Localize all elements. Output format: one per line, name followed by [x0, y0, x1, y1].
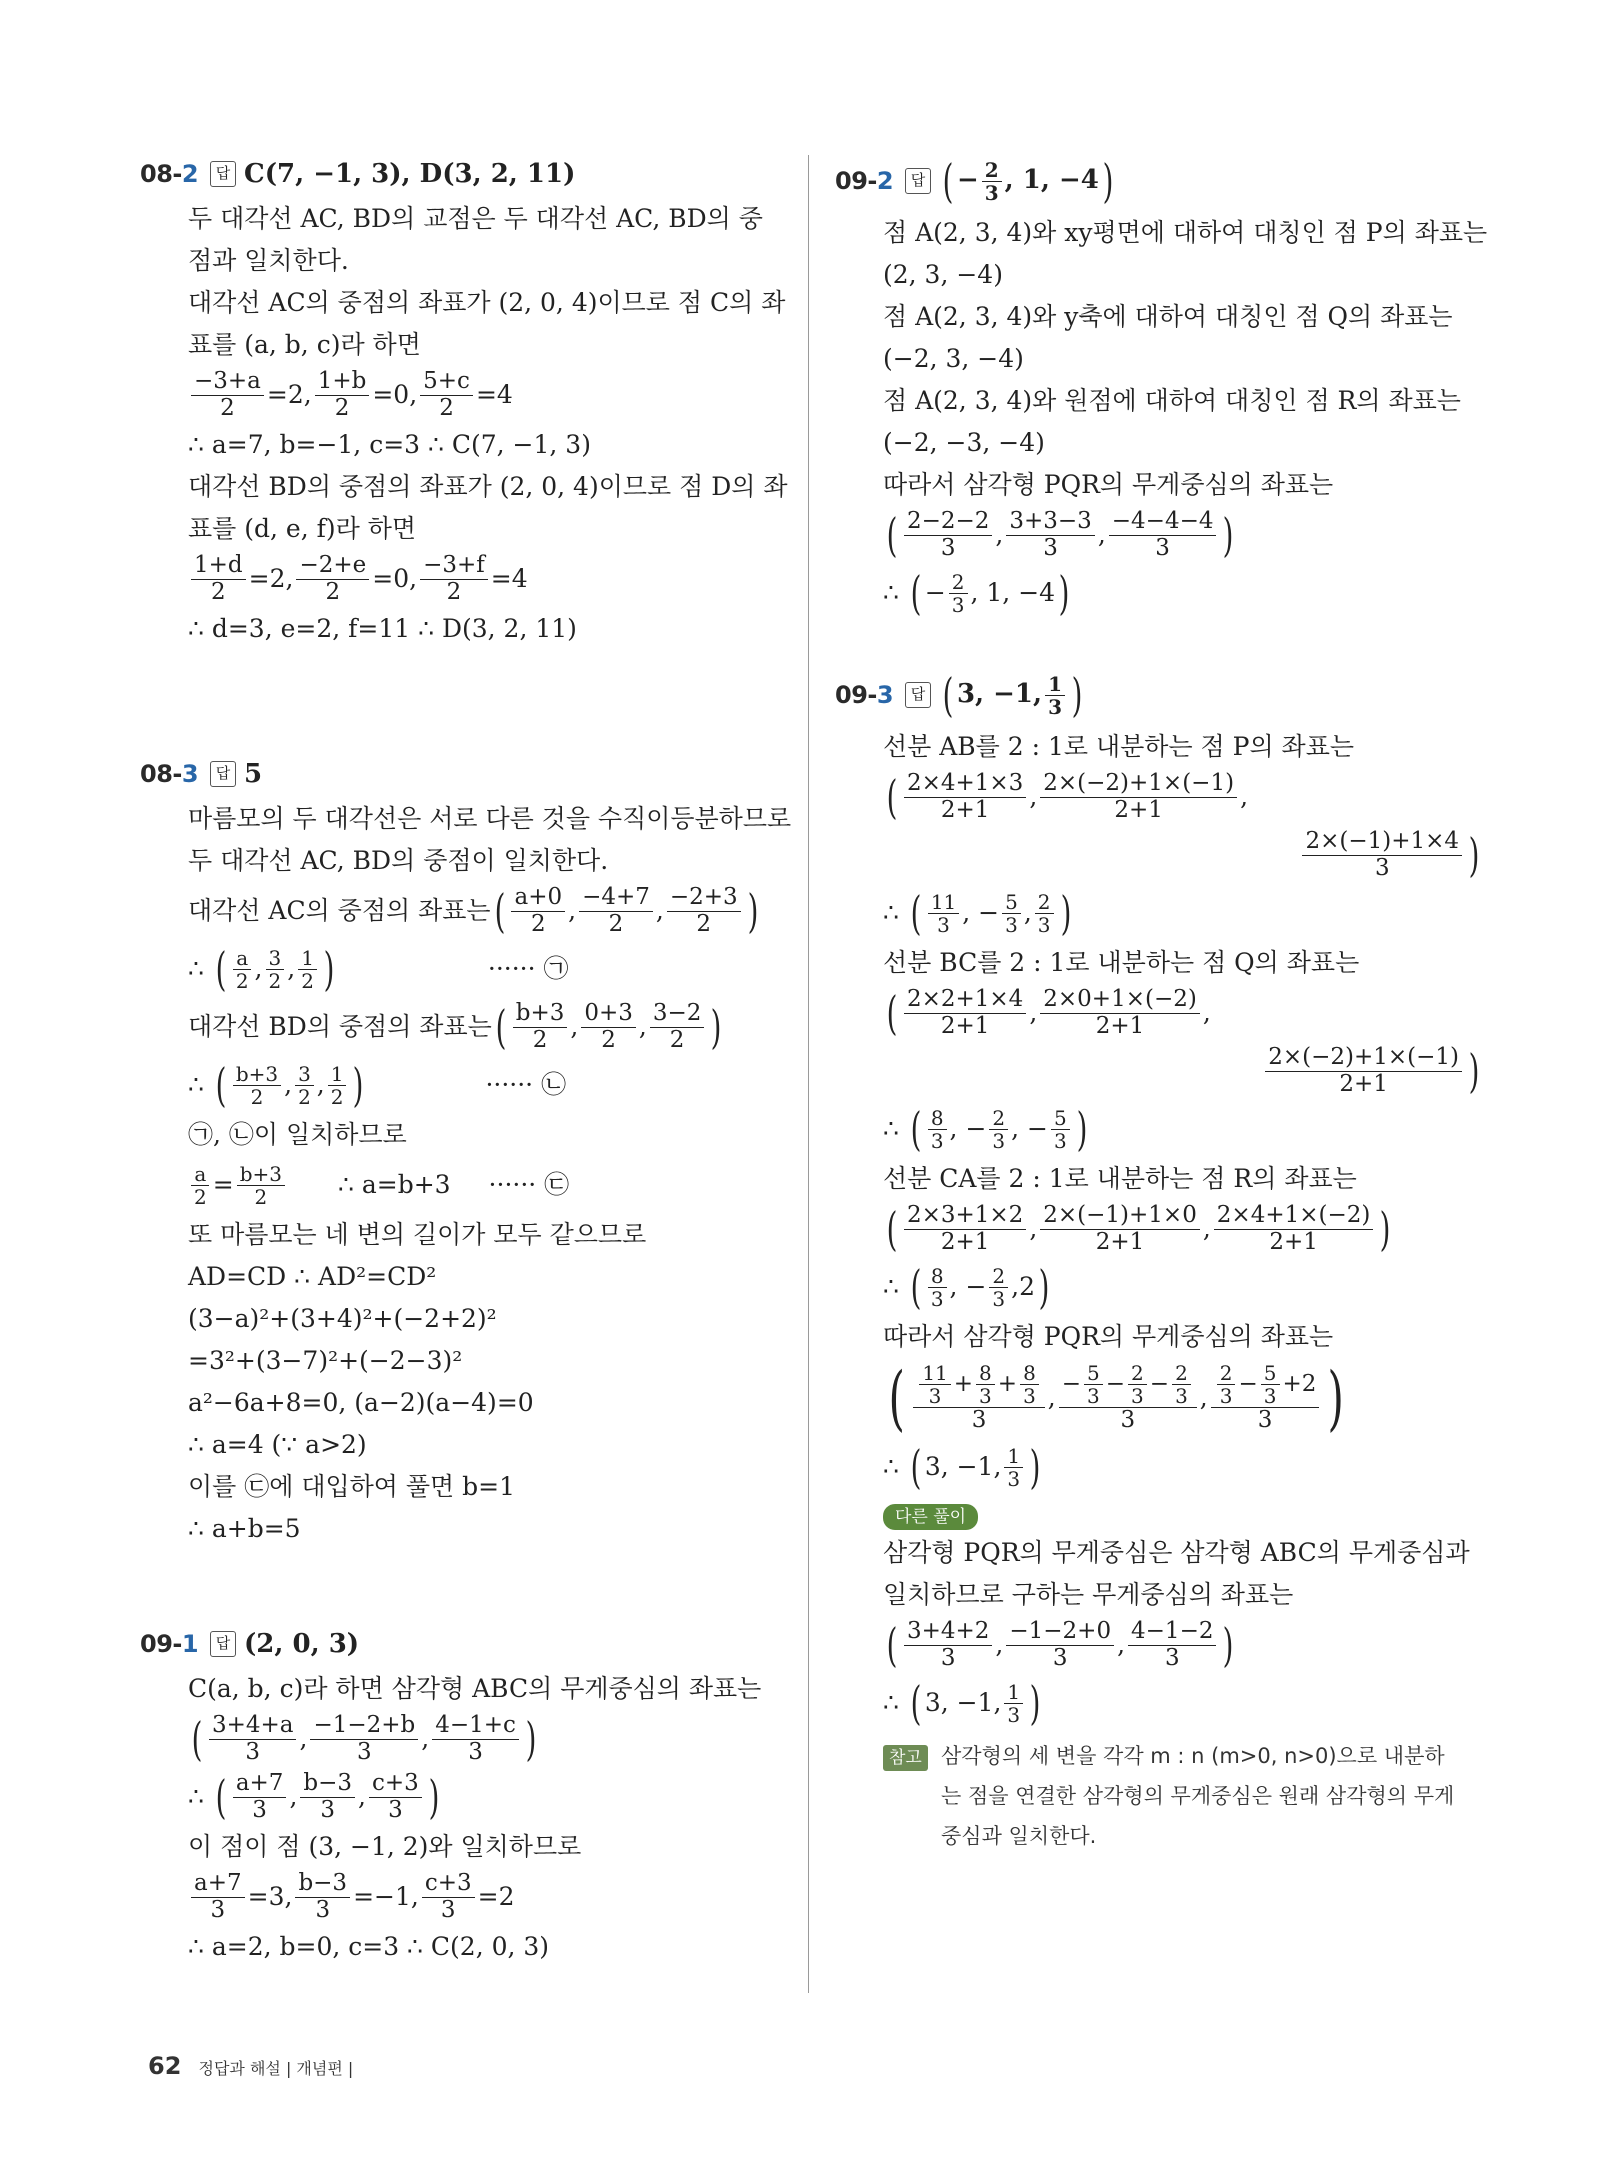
equation: ( $\frac{2\times 3+1\times 2}{2+1}$ , $\frac{2\times(-1)+1\times 0}{2+1}$ , $\frac{2\times 4+1\times(-2)}{2+1}$ ): [886, 1202, 1391, 1256]
answer-text: 5: [244, 759, 263, 789]
fraction: $\frac{4-1+c}{3}$: [432, 1713, 519, 1765]
line: 선분 BC를 2 : 1로 내분하는 점 Q의 좌표는: [883, 948, 1360, 977]
solution-body: [188, 198, 788, 650]
line: 두 대각선 AC, BD의 교점은 두 대각선 AC, BD의 중: [188, 204, 763, 233]
fraction: $\frac{2}{3}$: [1035, 891, 1054, 936]
fraction: $\frac{2\times(-2)+1\times(-1)}{2+1}$: [1040, 771, 1237, 823]
line: 또 마름모는 네 변의 길이가 모두 같으므로: [188, 1220, 647, 1249]
left-column: [140, 150, 792, 1968]
equation: ∴ ( $\frac{a}{2}$ , $\frac{3}{2}$ , $\frac{1}{2}$ ) ······ ㉠: [188, 942, 569, 996]
fraction: $\frac{5+c}{2}$: [420, 369, 473, 421]
answer-text: C(7, −1, 3), D(3, 2, 11): [244, 159, 576, 189]
equation: $\frac{2\times(-1)+1\times 4}{3}$ ): [883, 826, 1483, 884]
equation: ∴ ( 3, −1, $\frac{1}{3}$ ): [883, 1440, 1041, 1494]
line: ㉠, ㉡이 일치하므로: [188, 1120, 407, 1149]
line: 선분 AB를 2 : 1로 내분하는 점 P의 좌표는: [883, 732, 1355, 761]
equation: $\frac{a}{2}$ = $\frac{b+3}{2}$ ∴ a=b+3 ······ ㉢: [188, 1156, 778, 1214]
fraction: $\frac{5}{3}$: [1051, 1107, 1070, 1152]
line: (2, 3, −4): [883, 260, 1003, 289]
equation: ∴ ( $\frac{11}{3}$ , − $\frac{5}{3}$ , $\frac{2}{3}$ ): [883, 886, 1071, 940]
line: a²−6a+8=0, (a−2)(a−4)=0: [188, 1388, 534, 1417]
fraction: $\frac{2}{3}$: [989, 1265, 1008, 1310]
line: (−2, 3, −4): [883, 344, 1024, 373]
equation: ∴ ( 3, −1, $\frac{1}{3}$ ): [883, 1676, 1041, 1730]
fraction: $\frac{3+3-3}{3}$: [1006, 509, 1094, 561]
solution-body: [188, 1668, 778, 1968]
equation: ∴ ( $\frac{b+3}{2}$ , $\frac{3}{2}$ , $\frac{1}{2}$ ) ······ ㉡: [188, 1058, 567, 1112]
line: AD=CD ∴ AD²=CD²: [188, 1262, 437, 1291]
equation: $\frac{2\times(-2)+1\times(-1)}{2+1}$ ): [883, 1042, 1483, 1100]
fraction: $\frac{b-3}{3}$: [295, 1871, 350, 1923]
equation: 대각선 AC의 중점의 좌표는 ( $\frac{a+0}{2}$ , $\frac{-4+7}{2}$ , $\frac{-2+3}{2}$ ): [188, 884, 759, 938]
equation: ( $\frac{2-2-2}{3}$ , $\frac{3+3-3}{3}$ , $\frac{-4-4-4}{3}$ ): [886, 508, 1234, 562]
fraction: $\frac{1+b}{2}$: [315, 369, 370, 421]
fraction: $\frac{0+3}{2}$: [581, 1001, 636, 1053]
fraction: $\frac{2\times(-1)+1\times 4}{3}$: [1302, 829, 1462, 881]
fraction: $\frac{2\times 0+1\times(-2)}{2+1}$: [1040, 987, 1200, 1039]
equation: 대각선 BD의 중점의 좌표는 ( $\frac{b+3}{2}$ , $\frac{0+3}{2}$ , $\frac{3-2}{2}$ ): [188, 1000, 722, 1054]
equation: $\frac{1+d}{2}$ =2, $\frac{-2+e}{2}$ =0, $\frac{-3+f}{2}$ =4: [188, 550, 778, 608]
fraction: $\frac{1+d}{2}$: [191, 553, 246, 605]
page-footer: [148, 2052, 353, 2080]
fraction: $\frac{b+3}{2}$: [237, 1163, 285, 1208]
note-badge: 참고: [883, 1745, 928, 1771]
answer-mark: 답: [210, 161, 236, 187]
answer-mark: 답: [905, 682, 931, 708]
fraction: $\frac{3+4+a}{3}$: [209, 1713, 297, 1765]
fraction: $\frac{3-2}{2}$: [650, 1001, 705, 1053]
problem-number: 09-2: [835, 167, 894, 195]
fraction: $\frac{-2+3}{2}$: [667, 885, 741, 937]
fraction: $\frac{1}{2}$: [328, 1063, 347, 1108]
note-line: 중심과 일치한다.: [941, 1824, 1097, 1848]
answer-text: ( 3, −1, $\frac{1}{3}$ ): [942, 668, 1083, 722]
problem-number: 08-2: [140, 160, 199, 188]
footer-text: 정답과 해설 | 개념편 |: [198, 2059, 354, 2078]
problem-header: [835, 664, 1483, 726]
fraction: $\frac{-1-2+0}{3}$: [1006, 1619, 1114, 1671]
line: 일치하므로 구하는 무게중심의 좌표는: [883, 1580, 1294, 1609]
equation: ( $\frac{3+4+2}{3}$ , $\frac{-1-2+0}{3}$ , $\frac{4-1-2}{3}$ ): [886, 1618, 1234, 1672]
fraction: $\frac{3+4+2}{3}$: [904, 1619, 992, 1671]
equation: ∴ ( $\frac{a+7}{3}$ , $\frac{b-3}{3}$ , $\frac{c+3}{3}$ ): [188, 1770, 440, 1824]
problem-header: [140, 1620, 778, 1668]
fraction: $\frac{2\times(-2)+1\times(-1)}{2+1}$: [1265, 1045, 1462, 1097]
line: ∴ a+b=5: [188, 1514, 301, 1543]
equation: ( $\frac{3+4+a}{3}$ , $\frac{-1-2+b}{3}$ , $\frac{4-1+c}{3}$ ): [191, 1712, 537, 1766]
alt-solution-badge: 다른 풀이: [883, 1504, 978, 1530]
line: 표를 (a, b, c)라 하면: [188, 330, 421, 359]
problem-header: [835, 150, 1483, 212]
problem-number: 08-3: [140, 760, 199, 788]
fraction: $\frac{3}{2}$: [266, 947, 285, 992]
fraction: $\frac{1}{3}$: [1004, 1681, 1023, 1726]
fraction: $\frac{-4-4-4}{3}$: [1109, 509, 1217, 561]
fraction: $\frac{2\times 2+1\times 4}{2+1}$: [904, 987, 1026, 1039]
fraction: $\frac{b-3}{3}$: [300, 1771, 355, 1823]
line: 마름모의 두 대각선은 서로 다른 것을 수직이등분하므로: [188, 804, 792, 833]
right-column: [835, 150, 1488, 1856]
note-line: 는 점을 연결한 삼각형의 무게중심은 원래 삼각형의 무게: [941, 1784, 1455, 1808]
fraction: $\frac{2\times 3+1\times 2}{2+1}$: [904, 1203, 1026, 1255]
fraction: $\frac{4-1-2}{3}$: [1128, 1619, 1216, 1671]
fraction: $\frac{a+7}{3}$: [191, 1871, 245, 1923]
line: 점과 일치한다.: [188, 246, 349, 275]
equation: ∴ ( $\frac{8}{3}$ , − $\frac{2}{3}$ , 2 ): [883, 1260, 1050, 1314]
note-block: [883, 1736, 1483, 1856]
line: 선분 CA를 2 : 1로 내분하는 점 R의 좌표는: [883, 1164, 1357, 1193]
fraction: $\frac{c+3}{3}$: [422, 1871, 475, 1923]
fraction: $\frac{3}{2}$: [295, 1063, 314, 1108]
fraction: $\frac{2-2-2}{3}$: [904, 509, 992, 561]
fraction: $\frac{-3+f}{2}$: [420, 553, 488, 605]
fraction: $\frac{2}{3}$: [949, 571, 968, 616]
equation: ( $\frac{2\times 4+1\times 3}{2+1}$ , $\frac{2\times(-2)+1\times(-1)}{2+1}$ ,: [886, 770, 1249, 824]
fraction: $\frac{a+7}{3}$: [233, 1771, 287, 1823]
equation: $\frac{a+7}{3}$ =3, $\frac{b-3}{3}$ =−1, $\frac{c+3}{3}$ =2: [188, 1868, 778, 1926]
fraction: $\frac{-4+7}{2}$: [579, 885, 653, 937]
fraction: $\frac{-3+a}{2}$: [191, 369, 264, 421]
equation: ( $\frac{2\times 2+1\times 4}{2+1}$ , $\frac{2\times 0+1\times(-2)}{2+1}$ ,: [886, 986, 1211, 1040]
line: ∴ d=3, e=2, f=11 ∴ D(3, 2, 11): [188, 614, 577, 643]
line: C(a, b, c)라 하면 삼각형 ABC의 무게중심의 좌표는: [188, 1674, 762, 1703]
equation: $\frac{-3+a}{2}$ =2, $\frac{1+b}{2}$ =0, $\frac{5+c}{2}$ =4: [188, 366, 778, 424]
solution-body: [883, 726, 1483, 1856]
answer-text: ( − $\frac{2}{3}$ , 1, −4): [942, 154, 1114, 208]
line: (3−a)²+(3+4)²+(−2+2)²: [188, 1304, 497, 1333]
fraction: $\frac{2}{3}$ − $\frac{5}{3}$ + 2 3: [1211, 1362, 1320, 1433]
problem-header: [140, 150, 778, 198]
problem-09-1: [140, 1620, 778, 1968]
equation: ( $\frac{11}{3}$ + $\frac{8}{3}$ + $\frac{8}{3}$ 3 , − $\frac{5}{3}$ − $\frac{2}{3}$ − $\frac{2}{3}$ 3 , $\frac{2}{3}$ − $\frac{5}{3}$ + 2 3 ): [888, 1357, 1345, 1439]
equation: ∴ ( $\frac{8}{3}$ , − $\frac{2}{3}$ , − $\frac{5}{3}$ ): [883, 1102, 1088, 1156]
note-line: 삼각형의 세 변을 각각 m : n (m>0, n>0)으로 내분하: [941, 1744, 1445, 1768]
solution-body: [883, 212, 1488, 622]
fraction: $\frac{8}{3}$: [928, 1107, 947, 1152]
fraction: $\frac{2}{3}$: [989, 1107, 1008, 1152]
fraction: $\frac{2\times 4+1\times 3}{2+1}$: [904, 771, 1026, 823]
fraction: $\frac{c+3}{3}$: [369, 1771, 422, 1823]
page-number: 62: [148, 2052, 182, 2080]
alt-solution-row: [883, 1496, 1483, 1532]
line: 대각선 BD의 중점의 좌표가 (2, 0, 4)이므로 점 D의 좌: [188, 472, 788, 501]
line: 이 점이 점 (3, −1, 2)와 일치하므로: [188, 1832, 582, 1861]
fraction: $\frac{5}{3}$: [1002, 891, 1021, 936]
fraction: $\frac{-2+e}{2}$: [296, 553, 369, 605]
fraction: − $\frac{5}{3}$ − $\frac{2}{3}$ − $\frac{2}{3}$ 3: [1059, 1362, 1197, 1433]
fraction: $\frac{1}{2}$: [298, 947, 317, 992]
line: 두 대각선 AC, BD의 중점이 일치한다.: [188, 846, 609, 875]
fraction: $\frac{b+3}{2}$: [233, 1063, 281, 1108]
solution-body: [188, 798, 792, 1550]
problem-number: 09-1: [140, 1630, 199, 1658]
line: 삼각형 PQR의 무게중심은 삼각형 ABC의 무게중심과: [883, 1538, 1470, 1567]
answer-mark: 답: [905, 168, 931, 194]
line: 이를 ㉢에 대입하여 풀면 b=1: [188, 1472, 515, 1501]
answer-mark: 답: [210, 1631, 236, 1657]
line: 따라서 삼각형 PQR의 무게중심의 좌표는: [883, 470, 1334, 499]
equation: ∴ ( − $\frac{2}{3}$ , 1, −4 ): [883, 566, 1070, 620]
column-divider: [808, 155, 809, 1993]
problem-09-2: [835, 150, 1488, 622]
fraction: $\frac{8}{3}$: [928, 1265, 947, 1310]
line: (−2, −3, −4): [883, 428, 1045, 457]
line: 따라서 삼각형 PQR의 무게중심의 좌표는: [883, 1322, 1334, 1351]
answer-text: (2, 0, 3): [244, 1629, 360, 1659]
fraction: $\frac{2\times 4+1\times(-2)}{2+1}$: [1214, 1203, 1374, 1255]
problem-08-3: [140, 750, 792, 1550]
fraction: $\frac{a}{2}$: [233, 947, 252, 992]
fraction: $\frac{a}{2}$: [191, 1163, 210, 1208]
line: 점 A(2, 3, 4)와 y축에 대하여 대칭인 점 Q의 좌표는: [883, 302, 1453, 331]
line: =3²+(3−7)²+(−2−3)²: [188, 1346, 463, 1375]
fraction: $\frac{-1-2+b}{3}$: [310, 1713, 418, 1765]
line: 표를 (d, e, f)라 하면: [188, 514, 416, 543]
problem-header: [140, 750, 778, 798]
answer-mark: 답: [210, 761, 236, 787]
line: 점 A(2, 3, 4)와 xy평면에 대하여 대칭인 점 P의 좌표는: [883, 218, 1488, 247]
fraction: $\frac{1}{3}$: [1004, 1445, 1023, 1490]
fraction: $\frac{11}{3}$ + $\frac{8}{3}$ + $\frac{8}{3}$ 3: [913, 1362, 1044, 1433]
line: 점 A(2, 3, 4)와 원점에 대하여 대칭인 점 R의 좌표는: [883, 386, 1461, 415]
problem-09-3: [835, 664, 1483, 1856]
line: ∴ a=4 (∵ a>2): [188, 1430, 367, 1459]
line: 대각선 AC의 중점의 좌표가 (2, 0, 4)이므로 점 C의 좌: [188, 288, 786, 317]
fraction: $\frac{2\times(-1)+1\times 0}{2+1}$: [1040, 1203, 1200, 1255]
line: ∴ a=7, b=−1, c=3 ∴ C(7, −1, 3): [188, 430, 591, 459]
line: ∴ a=2, b=0, c=3 ∴ C(2, 0, 3): [188, 1932, 550, 1961]
problem-number: 09-3: [835, 681, 894, 709]
problem-08-2: [140, 150, 788, 650]
fraction: $\frac{11}{3}$: [928, 891, 959, 936]
fraction: $\frac{a+0}{2}$: [511, 885, 565, 937]
fraction: $\frac{b+3}{2}$: [513, 1001, 568, 1053]
